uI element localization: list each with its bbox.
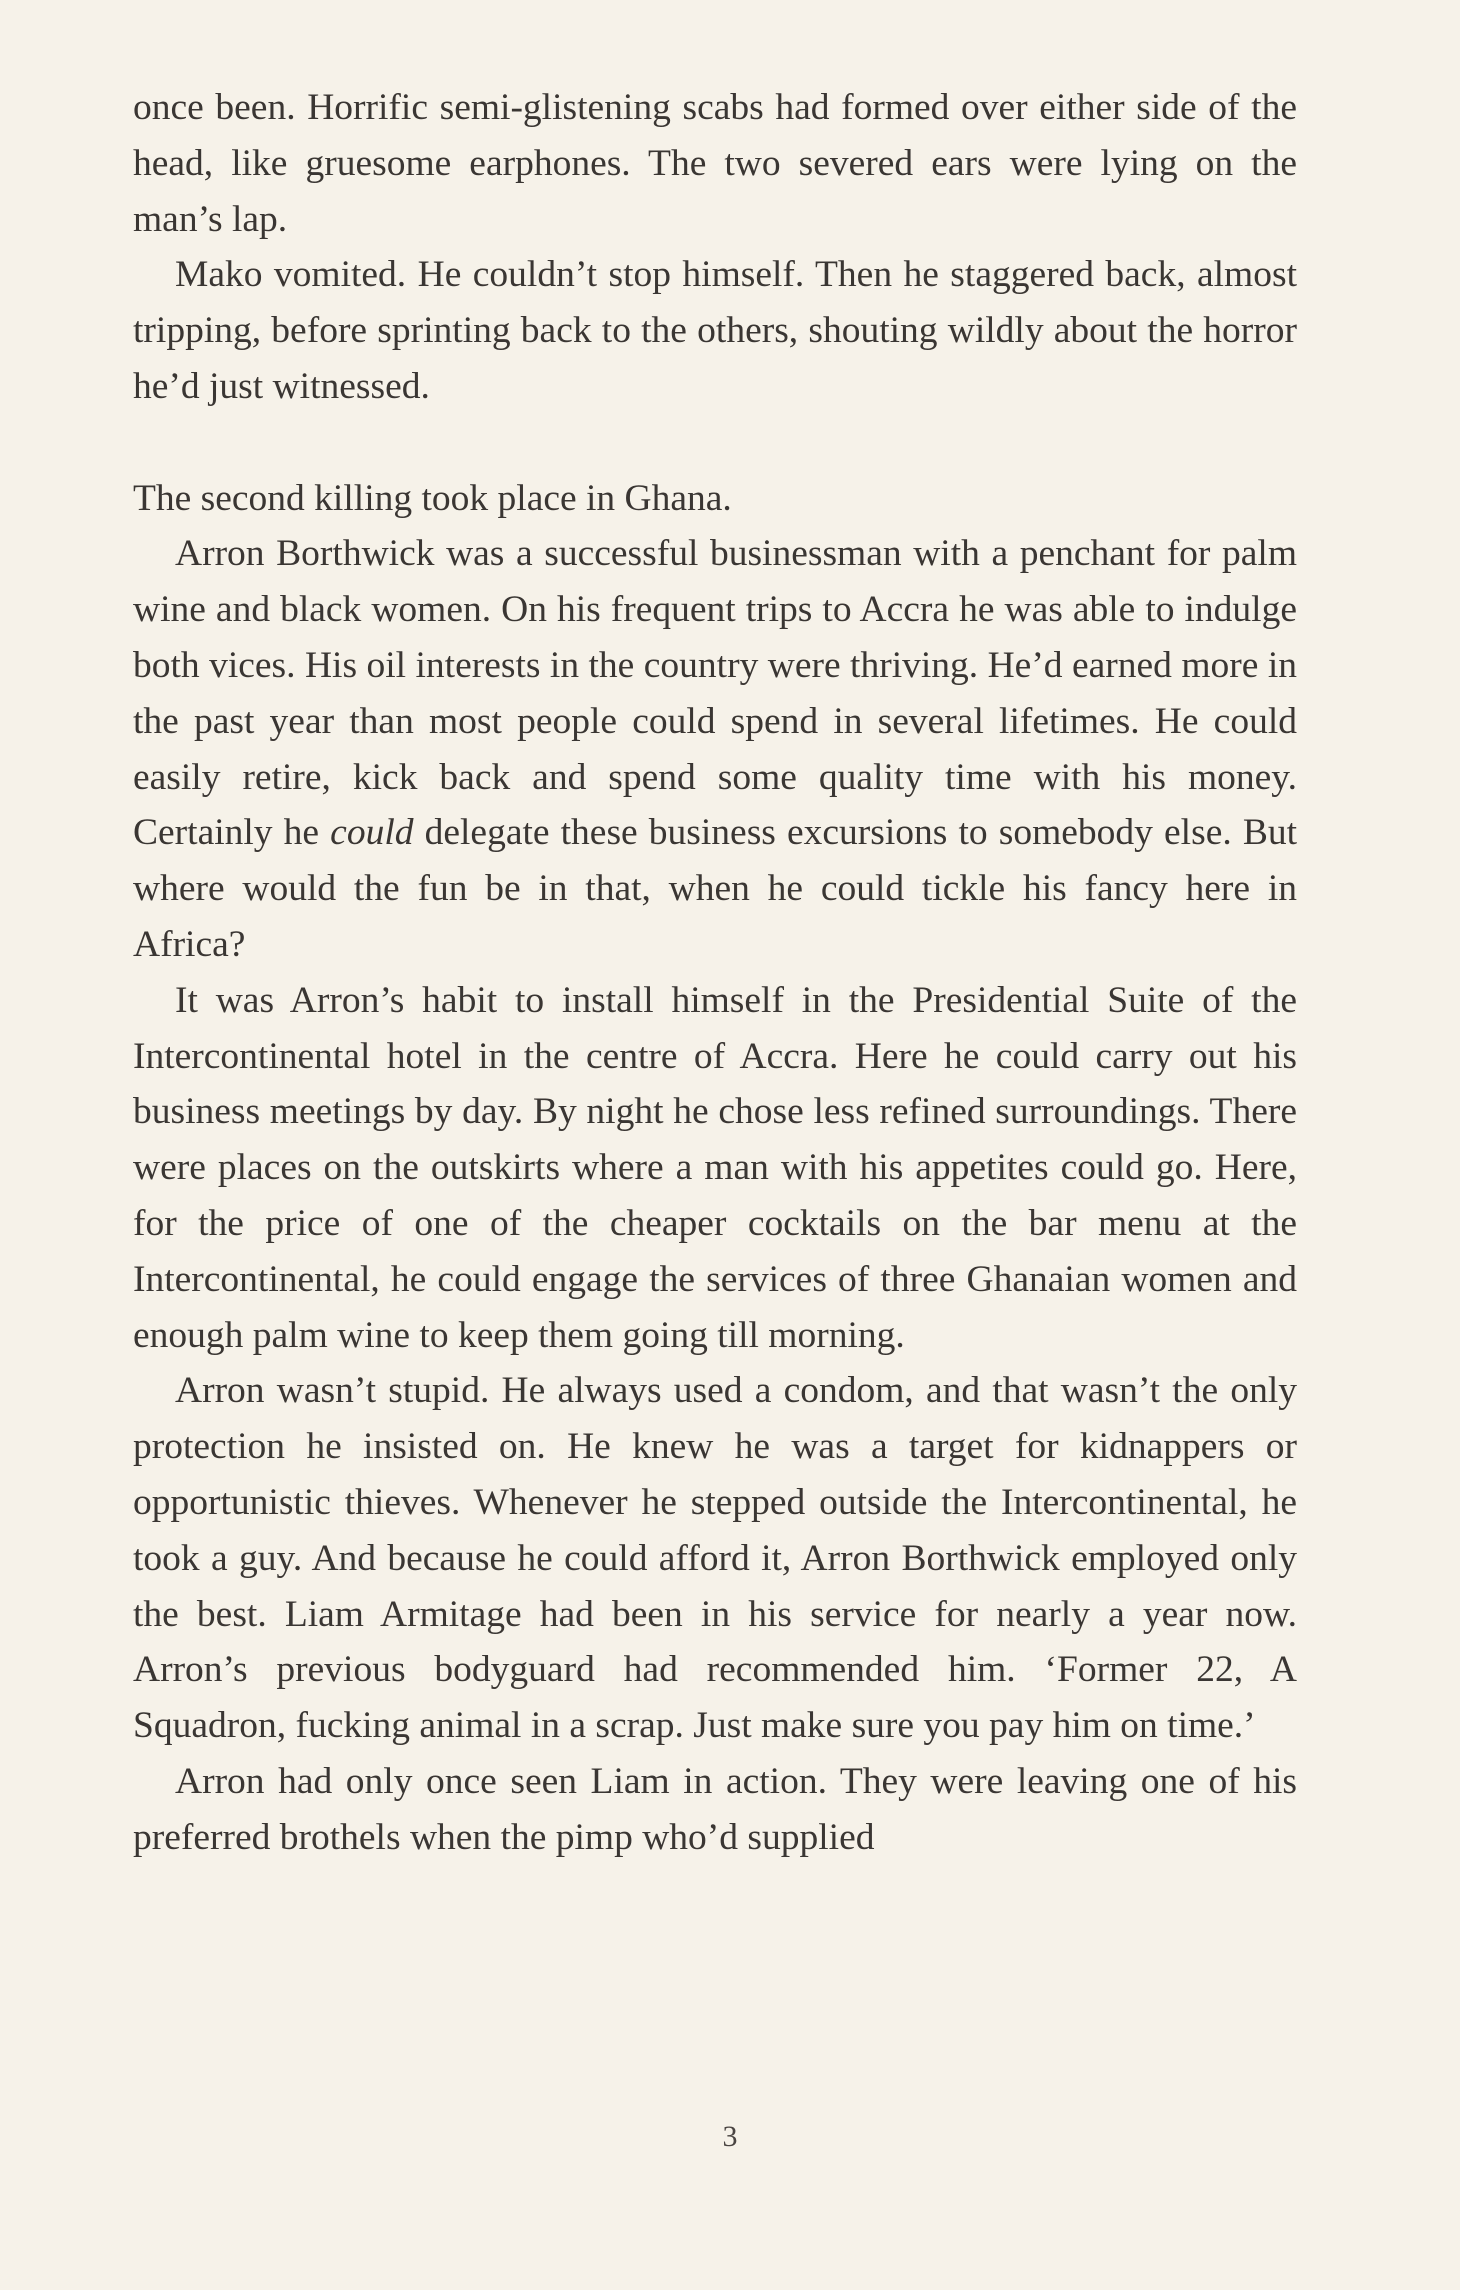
paragraph-liam-in-action: Arron had only once seen Liam in action. They were leaving one of his preferred brothels when the pimp who’d supplied (133, 1760, 1297, 1858)
paragraph-continued: once been. Horrific semi-glistening scabs had formed over either side of the head, like gruesome earphones. The two severed ears were lying on the man’s lap. (133, 87, 1297, 240)
body-text (133, 80, 1297, 1866)
paragraph-presidential-suite: It was Arron’s habit to install himself in the Presidential Suite of the Intercontinental hotel in the centre of Accra. Here he could carry out his business meetings by day. By night he chose less refined surroundings. There were places on the outskirts where a man with his appetites could go. Here, for the price of one of the cheaper cocktails on the bar menu at the Intercontinental, he could engage the services of three Ghanaian women and enough palm wine to keep them going till morning. (133, 979, 1297, 1356)
paragraph-text: Arron Borthwick was a successful businessman with a penchant for palm wine and black women. On his frequent trips to Accra he was able to indulge both vices. His oil interests in the country were thriving. He’d earned more in the past year than most people could spend in several lifetimes. He could easily retire, kick back and spend some quality time with his money. Certainly he (133, 533, 1297, 854)
paragraph-second-killing: The second killing took place in Ghana. (133, 477, 732, 519)
paragraph-protection: Arron wasn’t stupid. He always used a condom, and that wasn’t the only protection he insisted on. He knew he was a target for kidnappers or opportunistic thieves. Whenever he stepped outside the Intercontinental, he took a guy. And because he could afford it, Arron Borthwick employed only the best. Liam Armitage had been in his service for nearly a year now. Arron’s previous bodyguard had recommended him. ‘Former 22, A Squadron, fucking animal in a scrap. Just make sure you pay him on time.’ (133, 1370, 1297, 1747)
emphasis-text: could (330, 812, 414, 854)
paragraph-arron-intro (133, 526, 1297, 972)
page-number: 3 (722, 2120, 738, 2153)
paragraph-mako-vomited: Mako vomited. He couldn’t stop himself. Then he staggered back, almost tripping, before sprinting back to the others, shouting wildly about the horror he’d just witnessed. (133, 254, 1297, 407)
paragraph-text: delegate these business excursions to somebody else. But where would the fun be in that, when he could tickle his fancy here in Africa? (133, 812, 1297, 965)
